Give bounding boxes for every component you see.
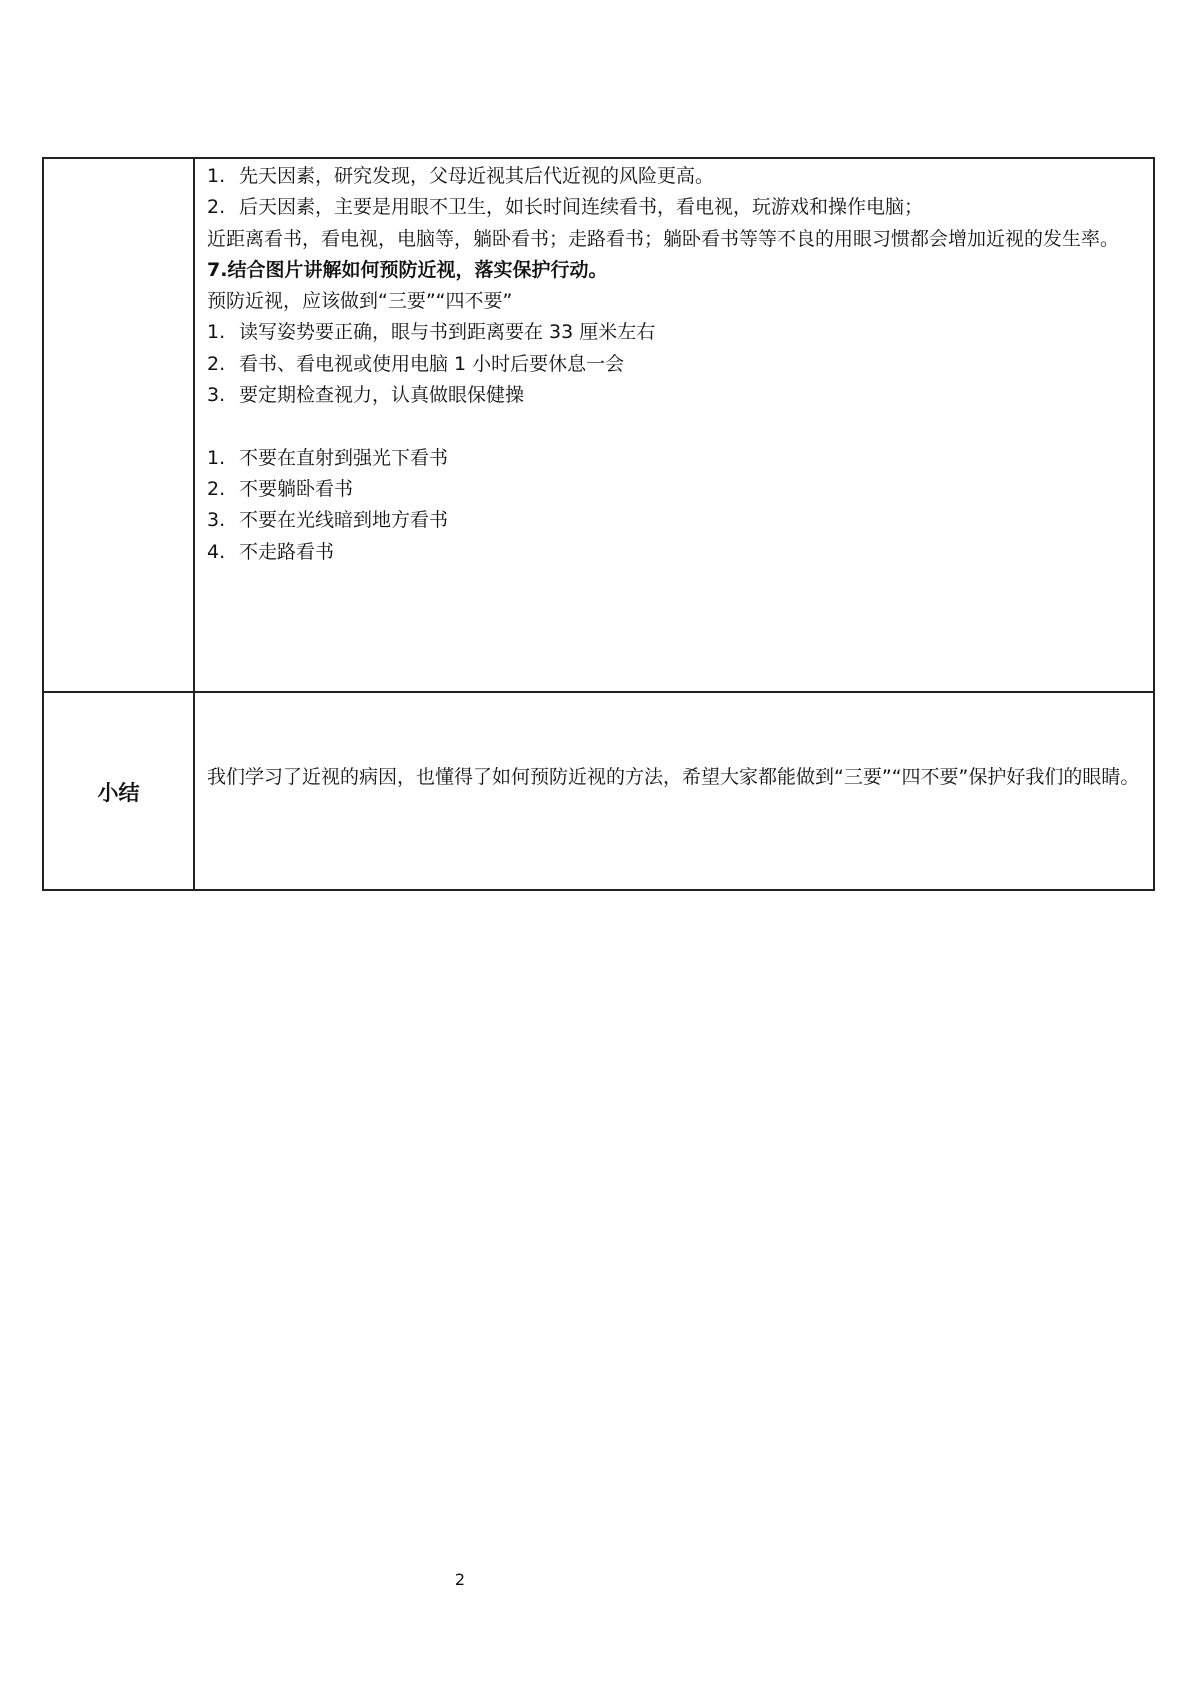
four-donts-item-1: 1. 不要在直射到强光下看书 — [207, 446, 449, 469]
blank-line — [207, 411, 1147, 442]
three-dos-item-3: 3. 要定期检查视力，认真做眼保健操 — [207, 384, 525, 407]
four-donts-item-3: 3. 不要在光线暗到地方看书 — [207, 509, 449, 532]
three-dos-item-2: 2. 看书、看电视或使用电脑 1 小时后要休息一会 — [207, 352, 625, 375]
cause-item-1: 1. 先天因素，研究发现，父母近视其后代近视的风险更高。 — [207, 165, 715, 187]
three-dos-item-1: 1. 读写姿势要正确，眼与书到距离要在 33 厘米左右 — [207, 321, 656, 344]
prevention-intro: 预防近视，应该做到“三要”“四不要” — [207, 290, 513, 313]
column-divider — [193, 159, 195, 889]
summary-label: 小结 — [97, 781, 140, 805]
cause-item-2: 2. 后天因素，主要是用眼不卫生，如长时间连续看书，看电视，玩游戏和操作电脑； — [207, 196, 924, 219]
lesson-table — [42, 157, 1155, 891]
four-donts-item-4: 4. 不走路看书 — [207, 540, 335, 563]
four-donts-item-2: 2. 不要躺卧看书 — [207, 477, 354, 500]
page-number: 2 — [454, 1570, 466, 1589]
summary-text: 我们学习了近视的病因，也懂得了如何预防近视的方法，希望大家都能做到“三要”“四不要”保护好我们的眼睛。 — [207, 766, 1140, 788]
row-divider — [44, 691, 1153, 693]
section-heading: 7.结合图片讲解如何预防近视，落实保护行动。 — [207, 258, 608, 281]
habits-paragraph: 近距离看书，看电视，电脑等，躺卧看书；走路看书；躺卧看书等等不良的用眼习惯都会增加近视的发生率。 — [207, 227, 1120, 250]
content-cell — [207, 161, 1147, 568]
